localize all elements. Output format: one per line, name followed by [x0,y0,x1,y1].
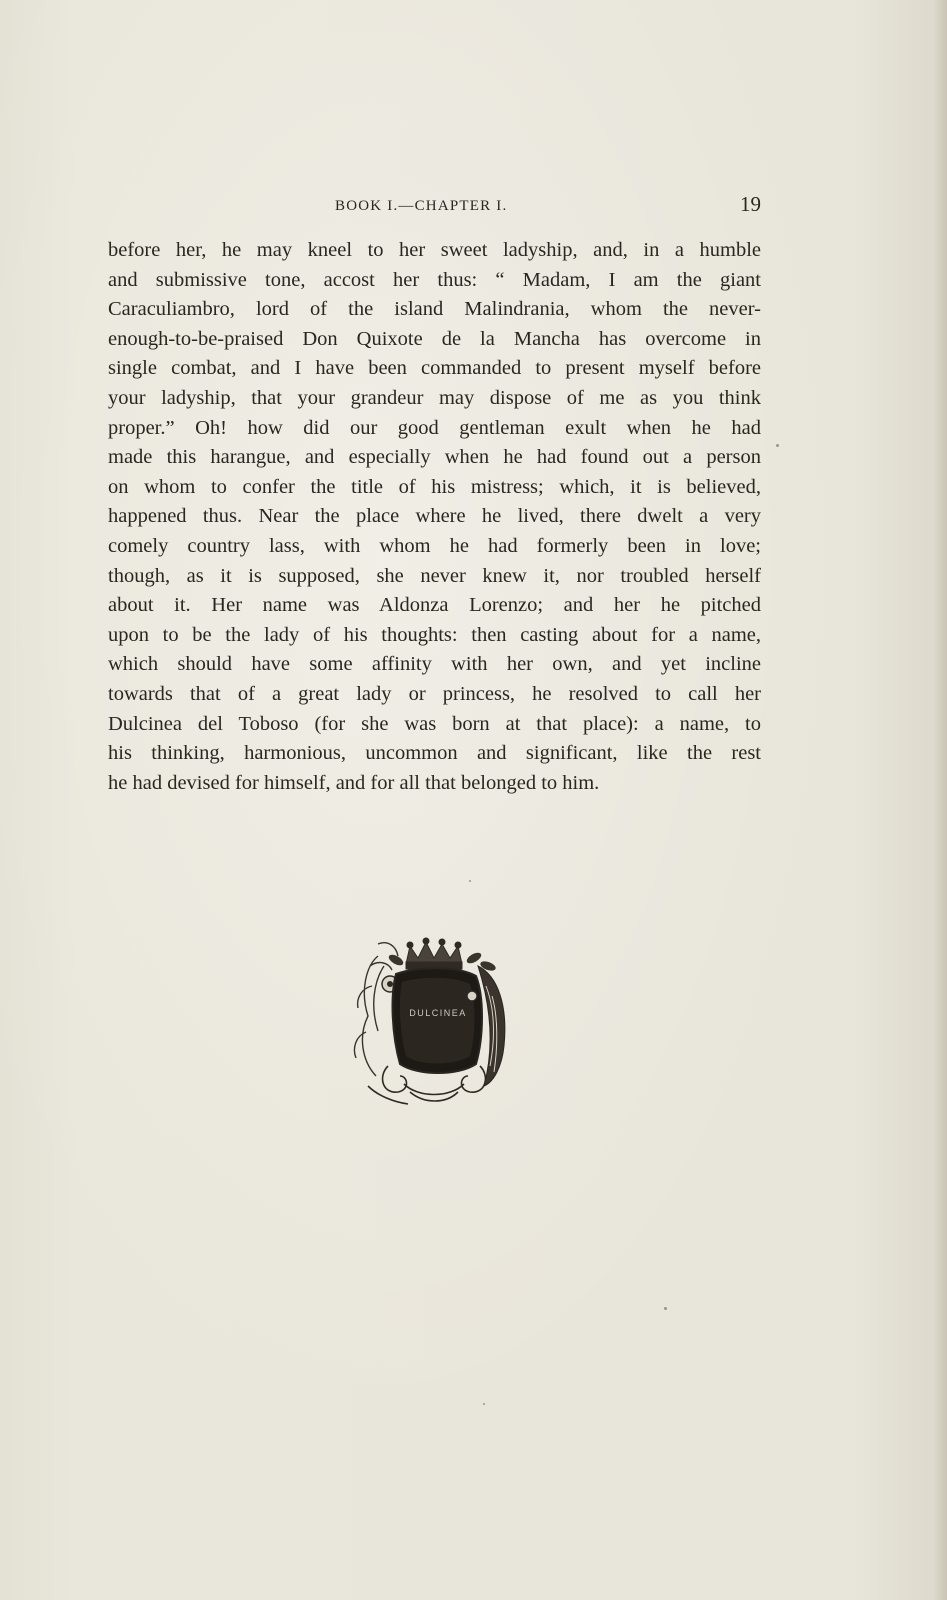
text-line: though, as it is supposed, she never knew it, nor troubled herself [108,564,761,587]
text-line: your ladyship, that your grandeur may dispose of me as you think [108,386,761,409]
text-line: his thinking, harmonious, uncommon and significant, like the rest [108,742,761,765]
text-line: on whom to confer the title of his mistress; which, it is believed, [108,475,761,498]
crest-icon [348,936,518,1116]
text-line: he had devised for himself, and for all that belonged to him. [108,771,600,794]
text-line: and submissive tone, accost her thus: “ Madam, I am the giant [108,268,761,291]
crest-shield-text: DULCINEA [409,1008,467,1018]
text-line: towards that of a great lady or princess, he resolved to call her [108,682,761,705]
text-line: upon to be the lady of his thoughts: then casting about for a name, [108,623,761,646]
text-line: before her, he may kneel to her sweet ladyship, and, in a humble [108,239,761,261]
paper-speck [776,444,779,447]
text-line: comely country lass, with whom he had formerly been in love; [108,534,761,557]
body-text [108,236,761,798]
page-header [108,192,761,222]
text-line: which should have some affinity with her own, and yet incline [108,653,761,676]
page-edge-shadow [933,0,947,1600]
text-line: happened thus. Near the place where he lived, there dwelt a very [108,505,761,528]
paper-speck [469,880,471,882]
text-line: enough-to-be-praised Don Quixote de la Mancha has overcome in [108,327,761,350]
page-number: 19 [740,192,761,216]
text-line: Caraculiambro, lord of the island Malindrania, whom the never- [108,298,761,321]
text-line: made this harangue, and especially when he had found out a person [108,446,761,469]
text-line: proper.” Oh! how did our good gentleman exult when he had [108,416,761,439]
running-head: BOOK I.—CHAPTER I. [335,198,508,214]
text-line: Dulcinea del Toboso (for she was born at that place): a name, to [108,712,761,735]
text-line: single combat, and I have been commanded to present myself before [108,357,761,380]
paper-speck [664,1307,667,1310]
text-line: about it. Her name was Aldonza Lorenzo; and her he pitched [108,594,761,617]
paper-speck [483,1403,485,1405]
